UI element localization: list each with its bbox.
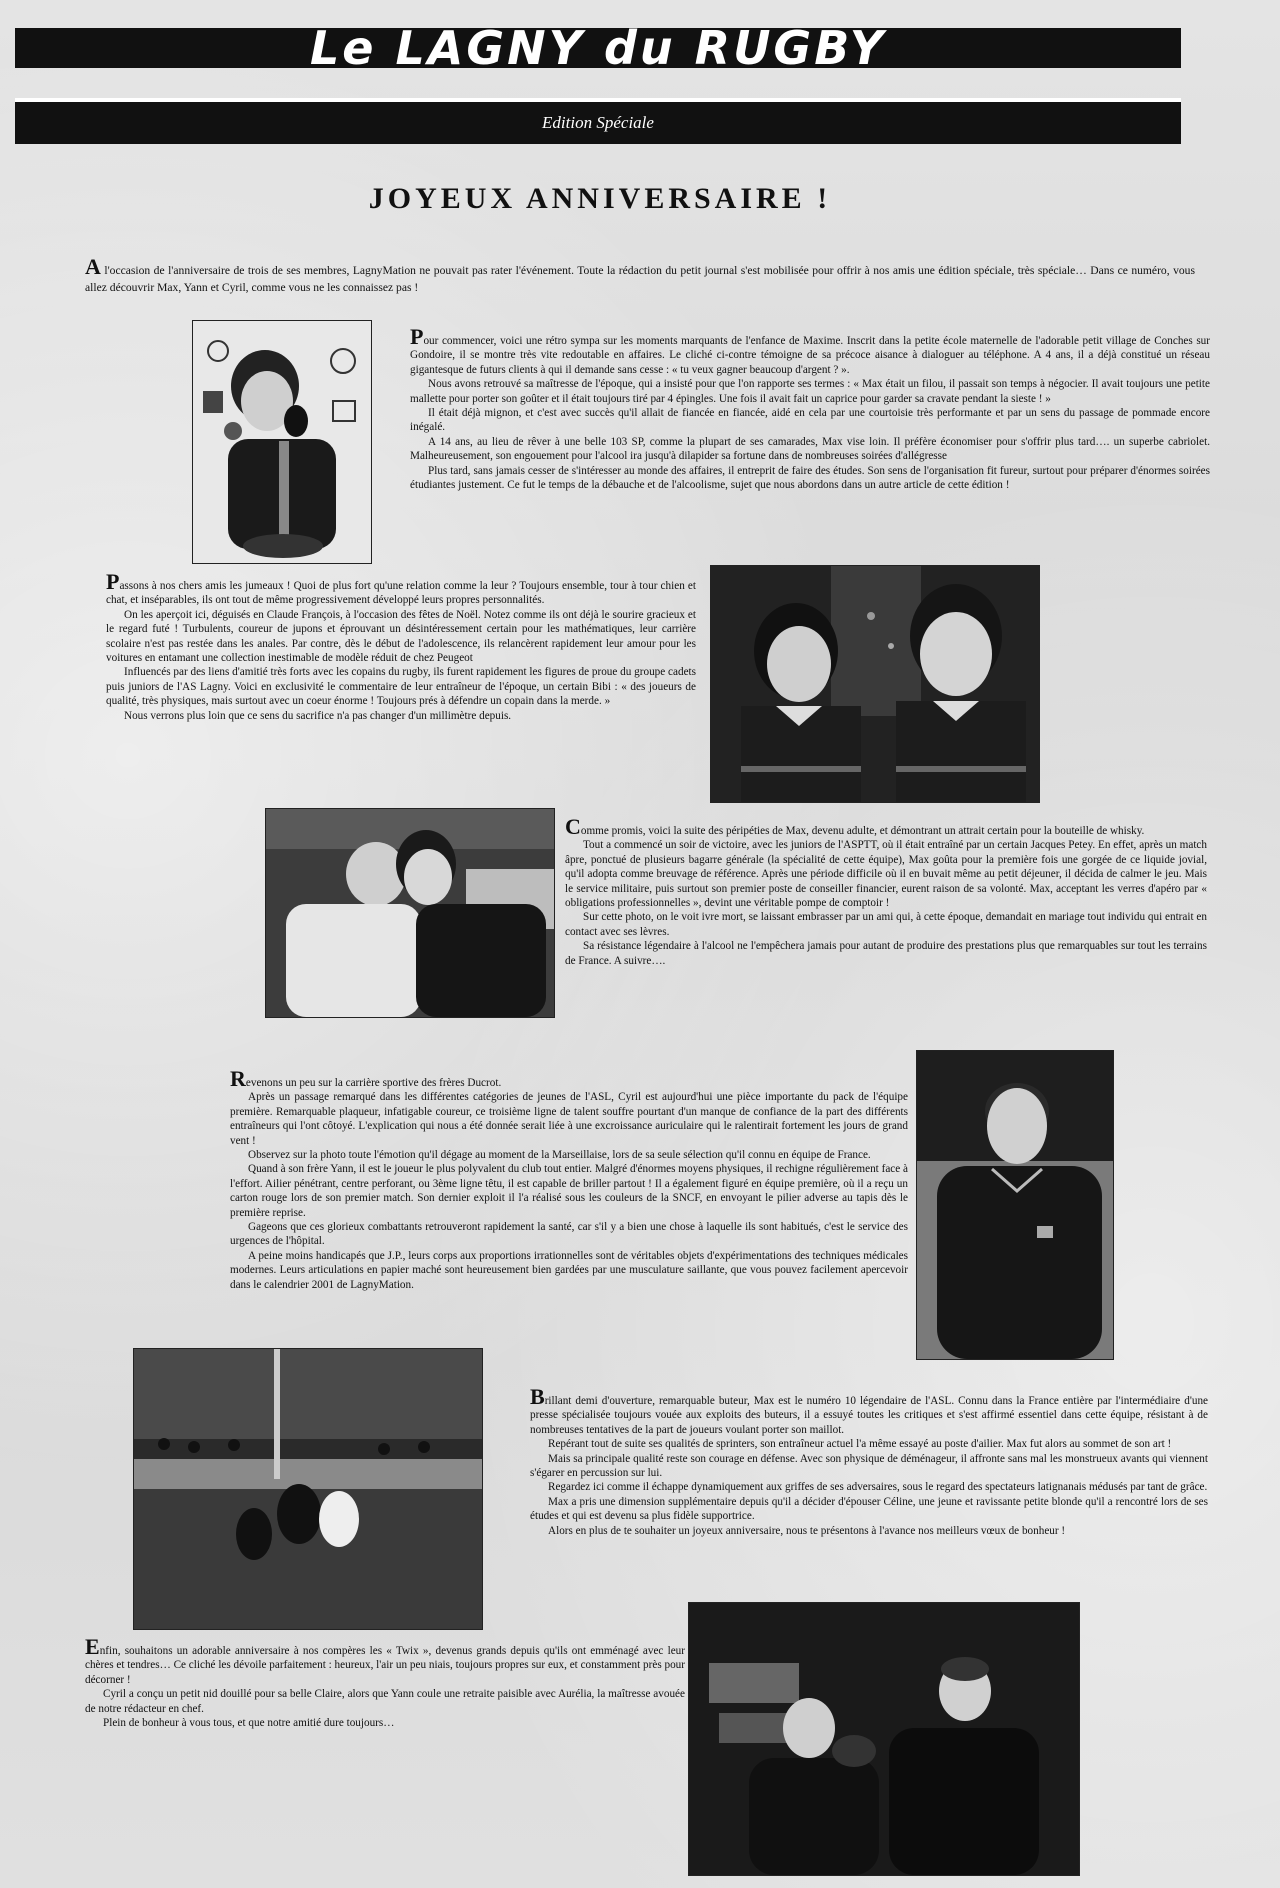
paragraph: Cyril a conçu un petit nid douillé pour sa belle Claire, alors que Yann coule une retraite paisible avec Aurélia, la maîtresse avouée de notre rédacteur en chef.	[85, 1688, 685, 1715]
drop-cap: P	[106, 569, 120, 594]
photo-rugby-match	[133, 1348, 483, 1630]
paragraph: Influencés par des liens d'amitié très forts avec les copains du rugby, ils furent rapidement les figures de proue du groupe cadets puis juniors de l'AS Lagny. Voici en exclusivité le commentaire de leur entraîneur de l'époque, un certain Bibi : « des joueurs de qualité, très physiques, mais surtout avec un coeur énorme ! Toujours prés à défendre un copain dans la merde. »	[106, 666, 696, 708]
paragraph: Repérant tout de suite ses qualités de sprinters, son entraîneur actuel l'a même essayé au poste d'ailier. Max fut alors au sommet de son art !	[548, 1438, 1172, 1451]
intro-paragraph	[85, 254, 1195, 296]
paragraph: Max a pris une dimension supplémentaire depuis qu'il a décider d'épouser Céline, une jeune et ravissante petite blonde qu'il a rencontré lors de ses études et qui est devenu sa plus fidèle supportrice.	[530, 1495, 1208, 1523]
paragraph: evenons un peu sur la carrière sportive des frères Ducrot.	[245, 1077, 502, 1089]
paragraph: A 14 ans, au lieu de rêver à une belle 103 SP, comme la plupart de ses camarades, Max vise loin. Il préfère économiser pour s'offrir plus tard…. un superbe cabriolet. Malheureusement, son engouement pour l'alcool ira jusqu'à dilapider sa fortune dans de nombreuses soirées d'allégresse	[410, 435, 1210, 463]
drop-cap: A	[85, 254, 101, 279]
paragraph: nfin, souhaitons un adorable anniversaire à nos compères les « Twix », devenus grands depuis qu'ils ont emménagé avec leur chères et tendres… Ce cliché les dévoile parfaitement : heureux, l'air un peu niais, toujours propres sur eux, et constamment près pour décorner !	[85, 1645, 685, 1686]
drop-cap: E	[85, 1634, 100, 1659]
paragraph: omme promis, voici la suite des péripéties de Max, devenu adulte, et démontrant un attrait certain pour la bouteille de whisky.	[580, 825, 1145, 837]
paragraph: Gageons que ces glorieux combattants retrouveront rapidement la santé, car s'il y a bien une chose à laquelle ils sont habitués, c'est le service des urgences de l'hôpital.	[230, 1221, 908, 1248]
photo-cyril-portrait	[916, 1050, 1114, 1360]
paragraph: Sur cette photo, on le voit ivre mort, se laissant embrasser par un ami qui, à cette époque, demandait en mariage tout individu qui entrait en contact avec ses lèvres.	[565, 911, 1207, 938]
section-ducrot-brothers	[230, 1066, 908, 1292]
photo-child-telephone	[192, 320, 372, 564]
masthead-title: Le LAGNY du RUGBY	[15, 28, 1181, 68]
paragraph: Sa résistance légendaire à l'alcool ne l'empêchera jamais pour autant de produire des prestations plus que remarquables sur tout les terrains de France. A suivre….	[565, 940, 1207, 967]
photo-twins-adult	[688, 1602, 1080, 1876]
drop-cap: P	[410, 324, 424, 349]
drop-cap: C	[565, 814, 581, 839]
section-whisky	[565, 814, 1207, 968]
paragraph: Quand à son frère Yann, il est le joueur le plus polyvalent du club tout entier. Malgré d'énormes moyens physiques, il rechigne régulièrement face à l'effort. Ailier pénétrant, centre perforant, ou 3ème ligne têtu, il est capable de briller partout ! Il a également figuré en équipe première, où il a reçu un carton rouge lors de son premier match. Son dernier exploit il l'a réalisé sous les couleurs de la SNCF, en envoyant le pilier adverse au tapis dès le première reprise.	[230, 1163, 908, 1219]
section-twix	[85, 1634, 685, 1730]
paragraph: Plus tard, sans jamais cesser de s'intéresser au monde des affaires, il entreprit de faire des études. Son sens de l'organisation fit fureur, surtout pour préparer d'énormes soirées étudiantes justement. Ce fut le temps de la débauche et de l'alcoolisme, sujet que nous abordons dans un autre article de cette édition !	[410, 464, 1210, 492]
drop-cap: B	[530, 1384, 545, 1409]
intro-text: l'occasion de l'anniversaire de trois de ses membres, LagnyMation ne pouvait pas rater l'événement. Toute la rédaction du petit journal s'est mobilisée pour offrir à nos amis une édition spéciale, très spéciale… Dans ce numéro, vous allez découvrir Max, Yann et Cyril, comme vous ne les connaissez pas !	[85, 264, 1195, 294]
section-twins	[106, 569, 696, 723]
paragraph: Il était déjà mignon, et c'est avec succès qu'il allait de fiancée en fiancée, aidé en cela par une courtoisie très performante et par un sens du passage de pommade encore inégalé.	[410, 407, 1210, 434]
section-max-flyhalf	[530, 1384, 1208, 1538]
paragraph: Après un passage remarqué dans les différentes catégories de jeunes de l'ASL, Cyril est aujourd'hui une pièce importante du pack de l'équipe première. Remarquable plaqueur, infatigable coureur, ce troisième ligne de talent souffre pourtant d'un manque de confiance de la part des différents entraîneurs qui l'ont côtoyé. L'explication qui nous a été donnée serait liée à une excroissance auriculaire qui le ralentirait fortement les jours de grand vent !	[230, 1091, 908, 1147]
page-headline: JOYEUX ANNIVERSAIRE !	[368, 182, 832, 215]
paragraph: Tout a commencé un soir de victoire, avec les juniors de l'ASPTT, où il était entraîné par un certain Jacques Petey. En effet, après un match âpre, ponctué de plusieurs bagarre générale (la spécialité de cette équipe), Max goûta pour la première fois une gorgée de ce liquide jovial, qu'il adopta comme breuvage de référence. Après une période difficile où il en buvait même au petit déjeuner, il décida de calmer le jeu. Mais le service militaire, puis surtout son premier poste de conseiller financier, eurent raison de sa volonté. Max, acceptant les verres d'apéro par « obligations professionnelles », devint une véritable pompe de comptoir !	[565, 839, 1207, 910]
paragraph: Mais sa principale qualité reste son courage en défense. Avec son physique de déménageur, il affronte sans mal les monstrueux avants qui viennent s'égarer en percussion sur lui.	[530, 1452, 1208, 1480]
paragraph: assons à nos chers amis les jumeaux ! Quoi de plus fort qu'une relation comme la leur ? Toujours ensemble, tour à tour chien et chat, et inséparables, ils ont tout de même progressivement développé leurs propres personnalités.	[106, 580, 696, 607]
paragraph: Observez sur la photo toute l'émotion qu'il dégage au moment de la Marseillaise, lors de sa seule sélection qu'il connu en équipe de France.	[248, 1149, 871, 1162]
photo-twins-christmas	[710, 565, 1040, 803]
paragraph: Alors en plus de te souhaiter un joyeux anniversaire, nous te présentons à l'avance nos meilleurs vœux de bonheur !	[548, 1524, 1066, 1537]
paragraph: rillant demi d'ouverture, remarquable buteur, Max est le numéro 10 légendaire de l'ASL. Connu dans la France entière par l'intermédiaire d'une presse spécialisée toujours vouée aux exploits des buteurs, il a essuyé toutes les critiques et s'est affirmé essentiel dans cette équipe, résistant à de nombreuses tentatives de la part de joueurs voulant porter son maillot.	[530, 1395, 1208, 1436]
photo-max-kissed	[265, 808, 555, 1018]
paragraph: our commencer, voici une rétro sympa sur les moments marquants de l'enfance de Maxime. Inscrit dans la petite école maternelle de l'adorable petit village de Conches sur Gondoire, il se montre très vite redoutable en affaires. Le cliché ci-contre témoigne de sa précoce aisance à dialoguer au téléphone. A 4 ans, il a déjà constitué un réseau gigantesque de futurs clients à qui il demande sans cesse : « tu veux gagner beaucoup d'argent ? ».	[410, 335, 1210, 376]
paragraph: On les aperçoit ici, déguisés en Claude François, à l'occasion des fêtes de Noël. Notez comme ils ont déjà le sourire gracieux et le regard futé ! Turbulents, coureur de jupons et éprouvant un désintéressement certain pour les mathématiques, leur carrière scolaire n'est pas restée dans les anales. Par contre, dès le début de l'adolescence, ils relancèrent rapidement leur amour pour les voitures en entamant une collection inestimable de modèle réduit de chez Peugeot	[106, 608, 696, 665]
section-childhood	[410, 324, 1210, 492]
drop-cap: R	[230, 1066, 246, 1091]
paragraph: A peine moins handicapés que J.P., leurs corps aux proportions irrationnelles sont de véritables objets d'expérimentations des techniques médicales modernes. Leurs articulations en papier maché sont heureusement bien gardées par une musculature saillante, que vous pouvez facilement apercevoir dans le calendrier 2001 de LagnyMation.	[230, 1249, 908, 1291]
paragraph: Nous verrons plus loin que ce sens du sacrifice n'a pas changer d'un millimètre depuis.	[124, 709, 512, 722]
edition-banner: Edition Spéciale	[15, 98, 1181, 144]
paragraph: Nous avons retrouvé sa maîtresse de l'époque, qui a insisté pour que l'on rapporte ses termes : « Max était un filou, il passait son temps à négocier. Il avait toujours une petite mallette pour porter son goûter et il était toujours tiré par 4 épingles. Une fois il avait fait un caprice pour garder sa cravate pendant la sieste ! »	[410, 378, 1210, 405]
paragraph: Plein de bonheur à vous tous, et que notre amitié dure toujours…	[103, 1717, 395, 1730]
paragraph: Regardez ici comme il échappe dynamiquement aux griffes de ses adversaires, sous le regard des spectateurs latignanais médusés par tant de grâce.	[548, 1481, 1208, 1494]
